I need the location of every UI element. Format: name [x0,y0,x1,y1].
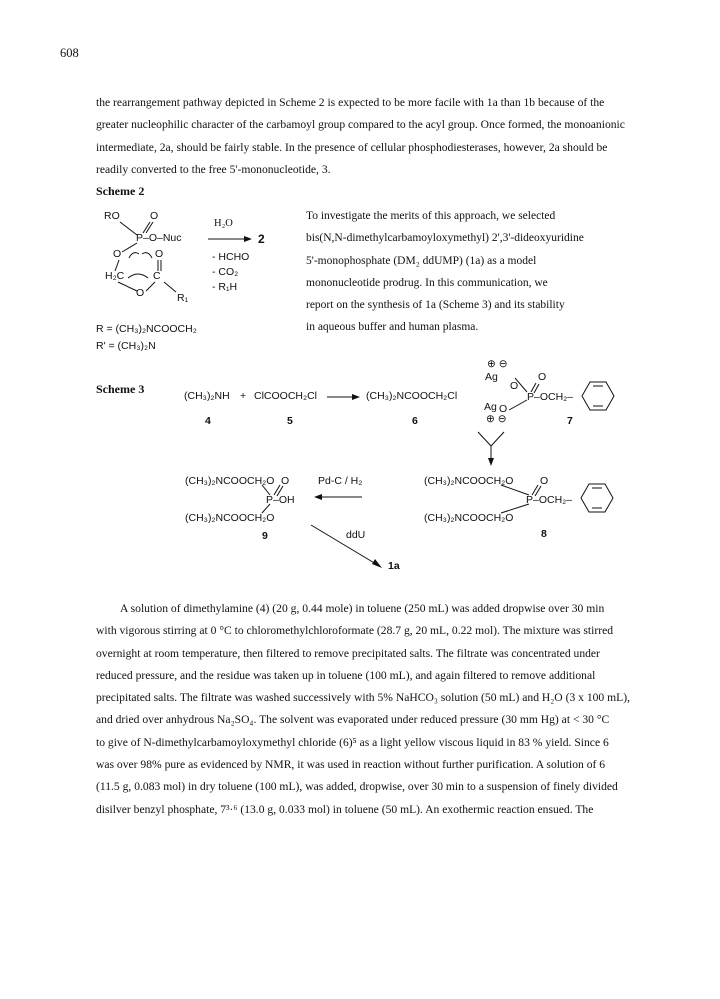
s3-label-6: 6 [412,415,418,427]
s3-ag-charges: ⊕ ⊖ [486,413,507,425]
text-line: disilver benzyl phosphate, 7³·⁶ (13.0 g, 0.033 mol) in toluene (50 mL). An exothermic reaction ensued. The [96,802,594,816]
s2-h2c: H₂C [105,270,125,282]
s2-p-nuc: P–O–Nuc [136,232,182,244]
s2-reagent-h2o: H₂O [214,218,233,229]
s3-reagent-ddu: ddU [346,529,366,541]
text-line: readily converted to the free 5'-mononucleotide, 3. [96,162,331,176]
text-line: (11.5 g, 0.083 mol) in dry toluene (100 mL), was added, dropwise, over 30 min to a suspension of finely divided [96,780,618,794]
s3-label-7: 7 [567,415,573,427]
text-line: to give of N-dimethylcarbamoyloxymethyl chloride (6)⁵ as a light yellow viscous liquid in 83 % yield. Since 6 [96,735,609,749]
s2-byproduct: - CO₂ [212,266,239,278]
s2-r1: R₁ [177,292,189,304]
page-number: 608 [60,46,79,60]
scheme3-heading: Scheme 3 [96,382,145,396]
s3-label-1a: 1a [388,560,400,572]
s3-carb-bottom: (CH₃)₂NCOOCH₂O [424,512,514,524]
s3-o: O [281,475,290,487]
text-line: overnight at room temperature, then filtered to remove precipitated salts. The filtrate was concentrated under [96,646,600,660]
s3-o: O [540,475,549,487]
s3-o: O [499,403,508,415]
text-line: A solution of dimethylamine (4) (20 g, 0.44 mole) in toluene (250 mL) was added dropwise over 30 min [120,602,605,615]
text-line: in aqueous buffer and human plasma. [306,321,479,334]
s3-ag: Ag [485,371,498,383]
s2-def-r: R = (CH₃)₂NCOOCH₂ [96,323,197,335]
s3-o: O [538,371,547,383]
s3-plus: + [240,390,247,402]
scheme2-heading: Scheme 2 [96,184,145,198]
paragraph-experimental [96,598,632,821]
text-line: was over 98% pure as evidenced by NMR, it was used in reaction without further purification. A solution of 6 [96,758,606,772]
s3-carb-top: (CH₃)₂NCOOCH₂O [185,475,275,487]
text-line: report on the synthesis of 1a (Scheme 3) and its stability [306,299,565,312]
s3-och2: P–OCH₂– [527,391,574,403]
s2-c: C [153,270,161,282]
s3-label-4: 4 [205,415,211,427]
s2-o-ring: O [136,287,145,299]
s3-och2: P–OCH₂– [526,494,573,506]
text-line: with vigorous stirring at 0 °C to chloromethylchloroformate (28.7 g, 20 mL, 0.22 mol). The mixture was stirred [96,624,614,638]
text-line: greater nucleophilic character of the carbamoyl group compared to the acyl group. Once formed, the monoanionic [96,118,625,132]
s3-reactant-5: ClCOOCH₂Cl [254,390,317,402]
text-line: reduced pressure, and the residue was taken up in toluene (100 mL), and again filtered to remove additional [96,668,596,682]
s3-o: O [510,380,519,392]
s2-product: 2 [258,232,265,246]
text-line: precipitated salts. The filtrate was washed successively with 5% NaHCO₃ solution (50 mL) and H₂O (3 x 100 mL), [96,691,630,705]
text-line: and dried over anhydrous Na₂SO₄. The solvent was evaporated under reduced pressure (30 mm Hg) at < 30 °C [96,713,610,727]
s2-o-left: O [113,248,122,260]
s3-label-5: 5 [287,415,293,427]
s3-ag: Ag [484,401,497,413]
text-line: intermediate, 2a, should be fairly stable. In the presence of cellular phosphodiesterases, however, 2a should be [96,140,608,154]
s3-carb-top: (CH₃)₂NCOOCH₂O [424,475,514,487]
s3-reagent-pdc: Pd-C / H₂ [318,475,363,487]
text-line: bis(N,N-dimethylcarbamoyloxymethyl) 2',3'-dideoxyuridine [306,232,584,245]
s3-reactant-4: (CH₃)₂NH [184,390,230,402]
s3-label-9: 9 [262,530,268,542]
s2-def-r1: R' = (CH₃)₂N [96,340,156,352]
s2-byproduct: - R₁H [212,281,238,293]
s3-label-8: 8 [541,528,547,540]
s2-o-top: O [150,210,159,222]
text-line: 5'-monophosphate (DM₂ ddUMP) (1a) as a model [306,254,537,267]
s3-carb-bottom: (CH₃)₂NCOOCH₂O [185,512,275,524]
s3-poh: P–OH [266,494,295,506]
s3-product-6: (CH₃)₂NCOOCH₂Cl [366,390,458,402]
text-line: To investigate the merits of this approach, we selected [306,210,556,222]
text-line: mononucleotide prodrug. In this communication, we [306,276,548,289]
s2-byproduct: - HCHO [212,251,250,263]
text-line: the rearrangement pathway depicted in Scheme 2 is expected to be more facile with 1a than 1b because of the [96,96,605,109]
s2-o-carbonyl: O [155,248,164,260]
s2-ro: RO [104,210,120,222]
s3-ag-charges: ⊕ ⊖ [487,358,508,370]
